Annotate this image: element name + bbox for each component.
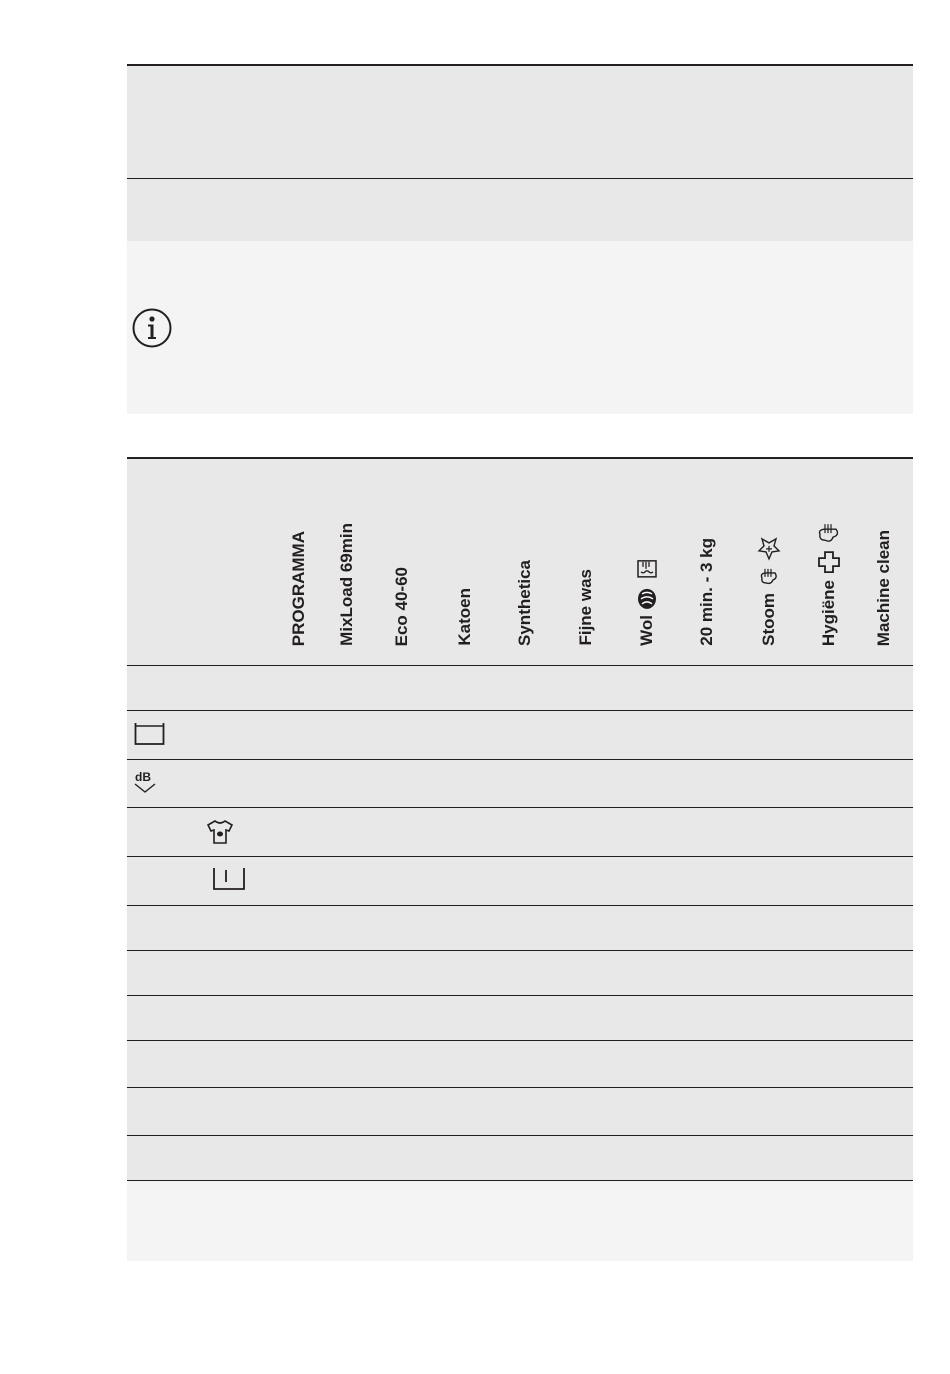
program-fijne-was: Fijne was <box>576 569 595 646</box>
top-table-row <box>127 66 913 179</box>
crease-icon <box>757 537 781 561</box>
program-stoom: Stoom <box>757 537 781 646</box>
table-row <box>127 951 913 996</box>
table-row <box>127 808 913 857</box>
prewash-tub-icon <box>212 866 246 892</box>
table-row <box>127 666 913 711</box>
top-table <box>127 64 913 242</box>
table-row <box>127 1136 913 1181</box>
table-row <box>127 1088 913 1136</box>
table-row <box>127 906 913 951</box>
table-row <box>127 711 913 760</box>
program-katoen: Katoen <box>455 588 474 646</box>
program-synthetica: Synthetica <box>515 560 534 646</box>
steam-icon <box>817 520 841 544</box>
program-mixload: MixLoad 69min <box>337 523 356 646</box>
program-wol: Wol <box>635 557 659 646</box>
rinse-hold-icon <box>134 721 166 747</box>
table-row <box>127 857 913 906</box>
program-20min-3kg: 20 min. - 3 kg <box>697 538 716 646</box>
hygiene-cross-icon <box>817 550 841 574</box>
svg-text:dB: dB <box>135 770 151 784</box>
hand-wash-icon <box>636 557 658 581</box>
table-row <box>127 760 913 808</box>
steam-icon <box>759 567 779 587</box>
program-eco: Eco 40-60 <box>392 566 411 646</box>
program-machine-clean: Machine clean <box>874 529 893 646</box>
program-header-row <box>127 459 913 666</box>
table-row <box>127 1041 913 1088</box>
info-icon <box>132 308 172 348</box>
quiet-db-icon <box>133 769 159 795</box>
top-table-row <box>127 179 913 242</box>
programma-header: PROGRAMMA <box>289 530 308 646</box>
stain-shirt-icon <box>206 819 234 845</box>
program-table <box>127 457 913 1181</box>
program-hygiene: Hygiëne <box>817 520 841 646</box>
footer-note <box>127 1181 913 1261</box>
woolmark-icon <box>636 587 658 611</box>
table-row <box>127 996 913 1041</box>
info-note <box>127 241 913 414</box>
